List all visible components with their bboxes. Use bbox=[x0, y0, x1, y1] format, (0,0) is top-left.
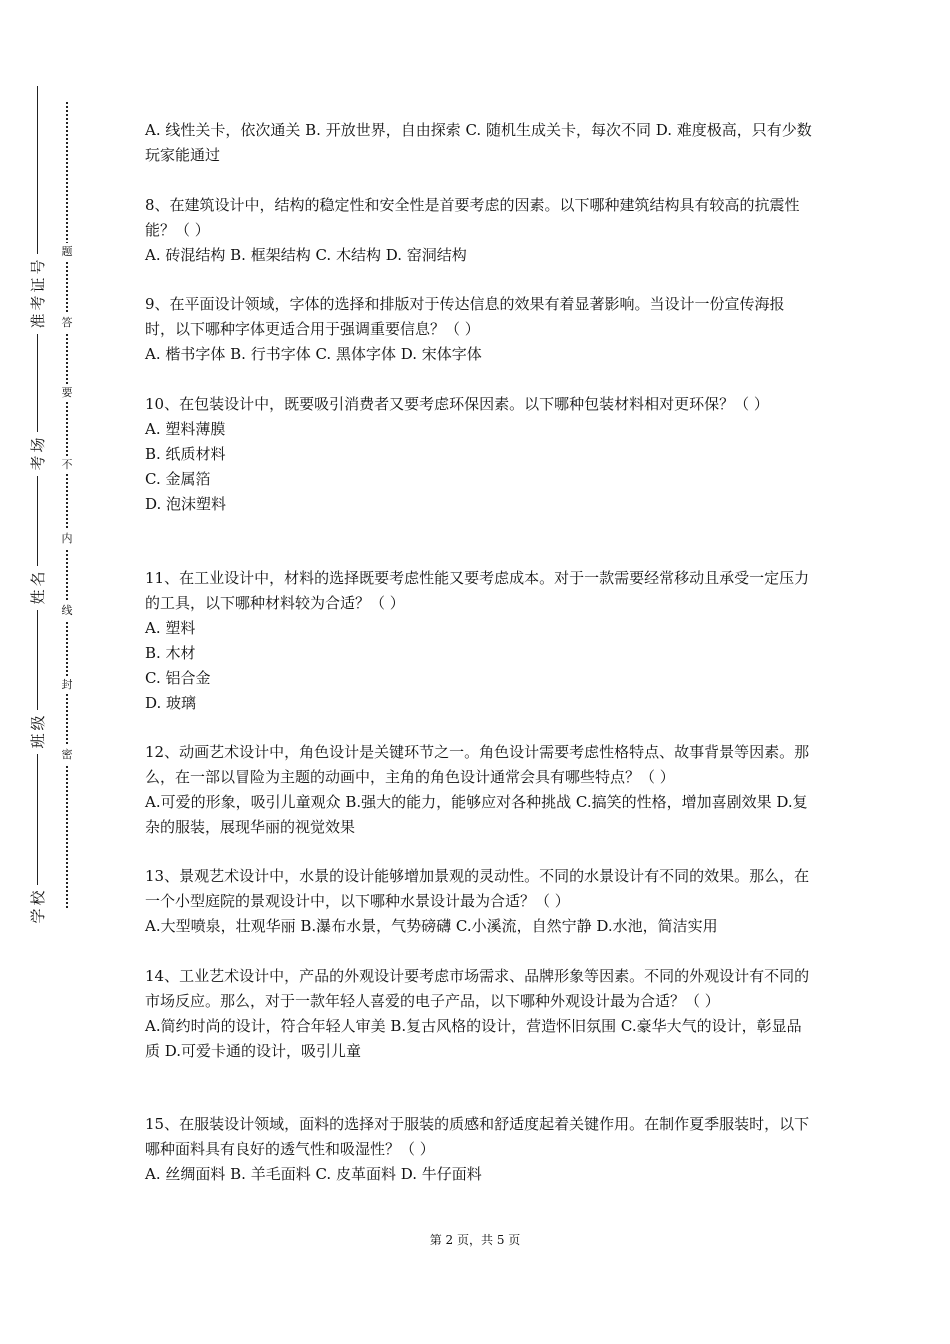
answer-option: C. 金属箔 bbox=[145, 470, 211, 488]
name-label: 名 姓 bbox=[25, 566, 51, 610]
answer-option: D. 玻璃 bbox=[145, 694, 197, 712]
question-block-14 bbox=[145, 964, 813, 1064]
answer-options: A.大型喷泉，壮观华丽 B.瀑布水景，气势磅礴 C.小溪流，自然宁静 D.水池，简洁实用 bbox=[145, 917, 718, 935]
binding-margin bbox=[0, 0, 110, 1344]
page-number: 第 2 页，共 5 页 bbox=[429, 1233, 521, 1247]
question-stem: 13、景观艺术设计中，水景的设计能够增加景观的灵动性。不同的水景设计有不同的效果。那么，在一个小型庭院的景观设计中，以下哪种水景设计最为合适？（ ） bbox=[145, 867, 810, 910]
answer-options: A.可爱的形象，吸引儿童观众 B.强大的能力，能够应对各种挑战 C.搞笑的性格，增加喜剧效果 D.复杂的服装，展现华丽的视觉效果 bbox=[145, 793, 808, 836]
question-stem: 15、在服装设计领域，面料的选择对于服装的质感和舒适度起着关键作用。在制作夏季服装时，以下哪种面料具有良好的透气性和吸湿性？（ ） bbox=[145, 1115, 810, 1158]
answer-options: A. 楷书字体 B. 行书字体 C. 黑体字体 D. 宋体字体 bbox=[145, 345, 482, 363]
answer-options: A. 线性关卡，依次通关 B. 开放世界，自由探索 C. 随机生成关卡，每次不同 D. 难度极高，只有少数玩家能通过 bbox=[145, 121, 812, 164]
seal-char: 答 bbox=[58, 314, 76, 332]
question-block-13 bbox=[145, 864, 813, 939]
seal-dotted-line bbox=[66, 102, 68, 908]
question-block-11 bbox=[145, 566, 813, 716]
question-block-8 bbox=[145, 193, 813, 268]
question-stem: 12、动画艺术设计中，角色设计是关键环节之一。角色设计需要考虑性格特点、故事背景等因素。那么，在一部以冒险为主题的动画中，主角的角色设计通常会具有哪些特点？（ ） bbox=[145, 743, 810, 786]
seal-char: 线 bbox=[58, 602, 76, 620]
exam-room-label: 场 考 bbox=[25, 432, 51, 476]
seal-char: 内 bbox=[58, 530, 76, 548]
school-label: 校 学 bbox=[25, 885, 51, 929]
question-stem: 8、在建筑设计中，结构的稳定性和安全性是首要考虑的因素。以下哪种建筑结构具有较高的抗震性能？（ ） bbox=[145, 196, 800, 239]
seal-char: 题 bbox=[58, 243, 76, 261]
answer-options: A. 砖混结构 B. 框架结构 C. 木结构 D. 窑洞结构 bbox=[145, 246, 467, 264]
class-label: 级 班 bbox=[25, 710, 51, 754]
question-block-10 bbox=[145, 392, 813, 517]
question-block-15 bbox=[145, 1112, 813, 1187]
answer-option: A. 塑料薄膜 bbox=[145, 420, 226, 438]
answer-option: D. 泡沫塑料 bbox=[145, 495, 227, 513]
seal-char: 要 bbox=[58, 384, 76, 402]
answer-option: B. 纸质材料 bbox=[145, 445, 226, 463]
question-block-9 bbox=[145, 292, 813, 367]
answer-option: B. 木材 bbox=[145, 644, 196, 662]
answer-option: C. 铝合金 bbox=[145, 669, 211, 687]
question-block-12 bbox=[145, 740, 813, 840]
answer-option: A. 塑料 bbox=[145, 619, 196, 637]
seal-char: 封 bbox=[58, 676, 76, 694]
seal-char: 不 bbox=[58, 456, 76, 474]
seal-char: 密 bbox=[58, 746, 76, 764]
question-block-7-options bbox=[145, 118, 813, 168]
question-stem: 9、在平面设计领域，字体的选择和排版对于传达信息的效果有着显著影响。当设计一份宣传海报时，以下哪种字体更适合用于强调重要信息？（ ） bbox=[145, 295, 785, 338]
binding-solid-line bbox=[37, 86, 38, 928]
answer-options: A.简约时尚的设计，符合年轻人审美 B.复古风格的设计，营造怀旧氛围 C.豪华大气的设计，彰显品质 D.可爱卡通的设计，吸引儿童 bbox=[145, 1017, 802, 1060]
question-stem: 11、在工业设计中，材料的选择既要考虑性能又要考虑成本。对于一款需要经常移动且承受一定压力的工具，以下哪种材料较为合适？（ ） bbox=[145, 569, 810, 612]
question-stem: 10、在包装设计中，既要吸引消费者又要考虑环保因素。以下哪种包装材料相对更环保？（ ） bbox=[145, 395, 769, 413]
answer-options: A. 丝绸面料 B. 羊毛面料 C. 皮革面料 D. 牛仔面料 bbox=[145, 1165, 482, 1183]
question-stem: 14、工业艺术设计中，产品的外观设计要考虑市场需求、品牌形象等因素。不同的外观设计有不同的市场反应。那么，对于一款年轻人喜爱的电子产品，以下哪种外观设计最为合适？（ ） bbox=[145, 967, 810, 1010]
exam-number-label: 号 证 考 准 bbox=[25, 254, 51, 334]
